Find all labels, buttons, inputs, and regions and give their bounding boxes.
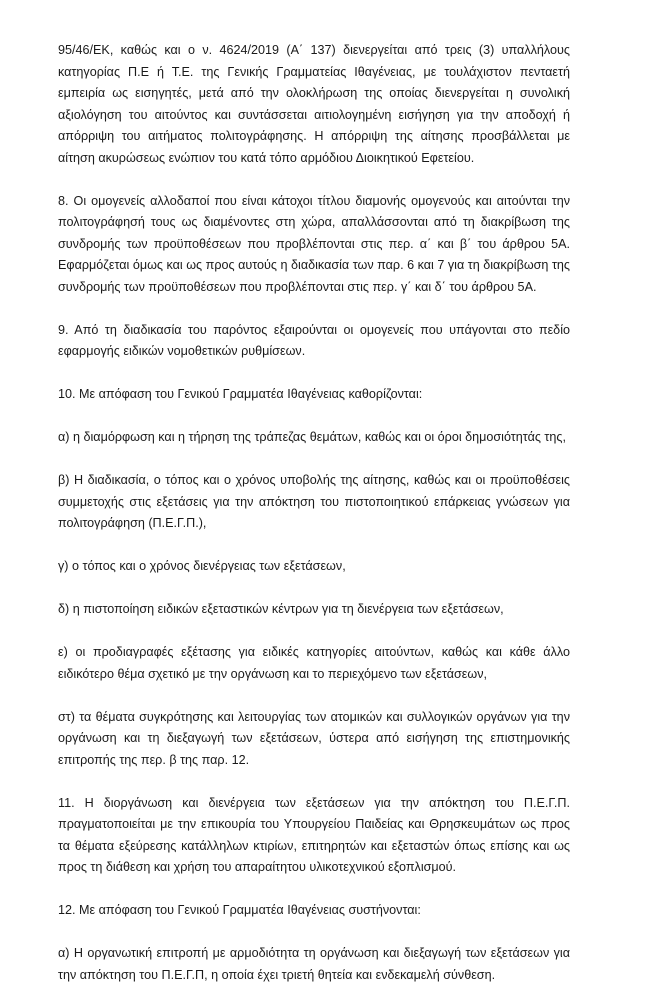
paragraph-11: 11. Η διοργάνωση και διενέργεια των εξετάσεων για την απόκτηση του Π.Ε.Γ.Π. πραγματοποιείται με την επικουρία του Υπουργείου Παιδείας και Θρησκευμάτων ως προς τα θέματα εξεύρεσης κατάλληλων κτιρίων, επιτηρητών και εξεταστών όπως επίσης και ως προς τη διάθεση και χρήση του απαραίτητου υλικοτεχνικού εξοπλισμού. — [58, 795, 570, 874]
paragraph-8: 8. Οι ομογενείς αλλοδαποί που είναι κάτοχοι τίτλου διαμονής ομογενούς και αιτούνται την πολιτογράφησή τους ως διαμένοντες στη χώρα, απαλλάσσονται από τη διακρίβωση της συνδρομής των προϋποθέσεων που προβλέπονται στις περ. α΄ και β΄ του άρθρου 5Α. Εφαρμόζεται όμως και ως προς αυτούς η διαδικασία των παρ. 6 και 7 για τη διακρίβωση της συνδρομής των προϋποθέσεων που προβλέπονται στις περ. γ΄ και δ΄ του άρθρου 5Α. — [58, 193, 570, 294]
paragraph-9: 9. Από τη διαδικασία του παρόντος εξαιρούνται οι ομογενείς που υπάγονται στο πεδίο εφαρμογής ειδικών νομοθετικών ρυθμίσεων. — [58, 322, 570, 358]
paragraph-10b: β) Η διαδικασία, ο τόπος και ο χρόνος υποβολής της αίτησης, καθώς και οι προϋποθέσεις συμμετοχής στις εξετάσεις για την απόκτηση του πιστοποιητικού επάρκειας γνώσεων για πολιτογράφηση (Π.Ε.Γ.Π.), — [58, 473, 570, 530]
paragraph-10: 10. Με απόφαση του Γενικού Γραμματέα Ιθαγένειας καθορίζονται: — [58, 387, 423, 401]
paragraph-10a: α) η διαμόρφωση και η τήρηση της τράπεζας θεμάτων, καθώς και οι όροι δημοσιότητάς της, — [58, 430, 566, 444]
paragraph-continuation: 95/46/ΕΚ, καθώς και ο ν. 4624/2019 (Α΄ 137) διενεργείται από τρεις (3) υπαλλήλους κατηγορίας Π.Ε ή Τ.Ε. της Γενικής Γραμματείας Ιθαγένειας, με τουλάχιστον πενταετή εμπειρία ως εισηγητές, μετά από την ολοκλήρωση της οποίας διενεργείται η συνολική αξιολόγηση του αιτούντος και συντάσσεται αιτιολογημένη εισήγηση για την αποδοχή ή απόρριψη του αιτήματος πολιτογράφησης. Η απόρριψη της αίτησης προσβάλλεται με αίτηση ακυρώσεως ενώπιον του κατά τόπο αρμόδιου Διοικητικού Εφετείου. — [58, 43, 570, 165]
paragraph-10c: γ) ο τόπος και ο χρόνος διενέργειας των εξετάσεων, — [58, 559, 346, 573]
paragraph-10d: δ) η πιστοποίηση ειδικών εξεταστικών κέντρων για τη διενέργεια των εξετάσεων, — [58, 602, 504, 616]
document-body — [58, 40, 570, 1008]
paragraph-12: 12. Με απόφαση του Γενικού Γραμματέα Ιθαγένειας συστήνονται: — [58, 903, 421, 917]
paragraph-10st: στ) τα θέματα συγκρότησης και λειτουργίας των ατομικών και συλλογικών οργάνων για την οργάνωση και τη διεξαγωγή των εξετάσεων, ύστερα από εισήγηση της επιστημονικής επιτροπής της περ. β της παρ. 12. — [58, 709, 570, 767]
paragraph-12a: α) Η οργανωτική επιτροπή με αρμοδιότητα τη οργάνωση και διεξαγωγή των εξετάσεων για την απόκτηση του Π.Ε.Γ.Π, η οποία έχει τριετή θητεία και ενδεκαμελή σύνθεση. — [58, 946, 570, 982]
paragraph-10e: ε) οι προδιαγραφές εξέτασης για ειδικές κατηγορίες αιτούντων, καθώς και κάθε άλλο ειδικότερο θέμα σχετικό με την οργάνωση και το περιεχόμενο των εξετάσεων, — [58, 645, 570, 681]
